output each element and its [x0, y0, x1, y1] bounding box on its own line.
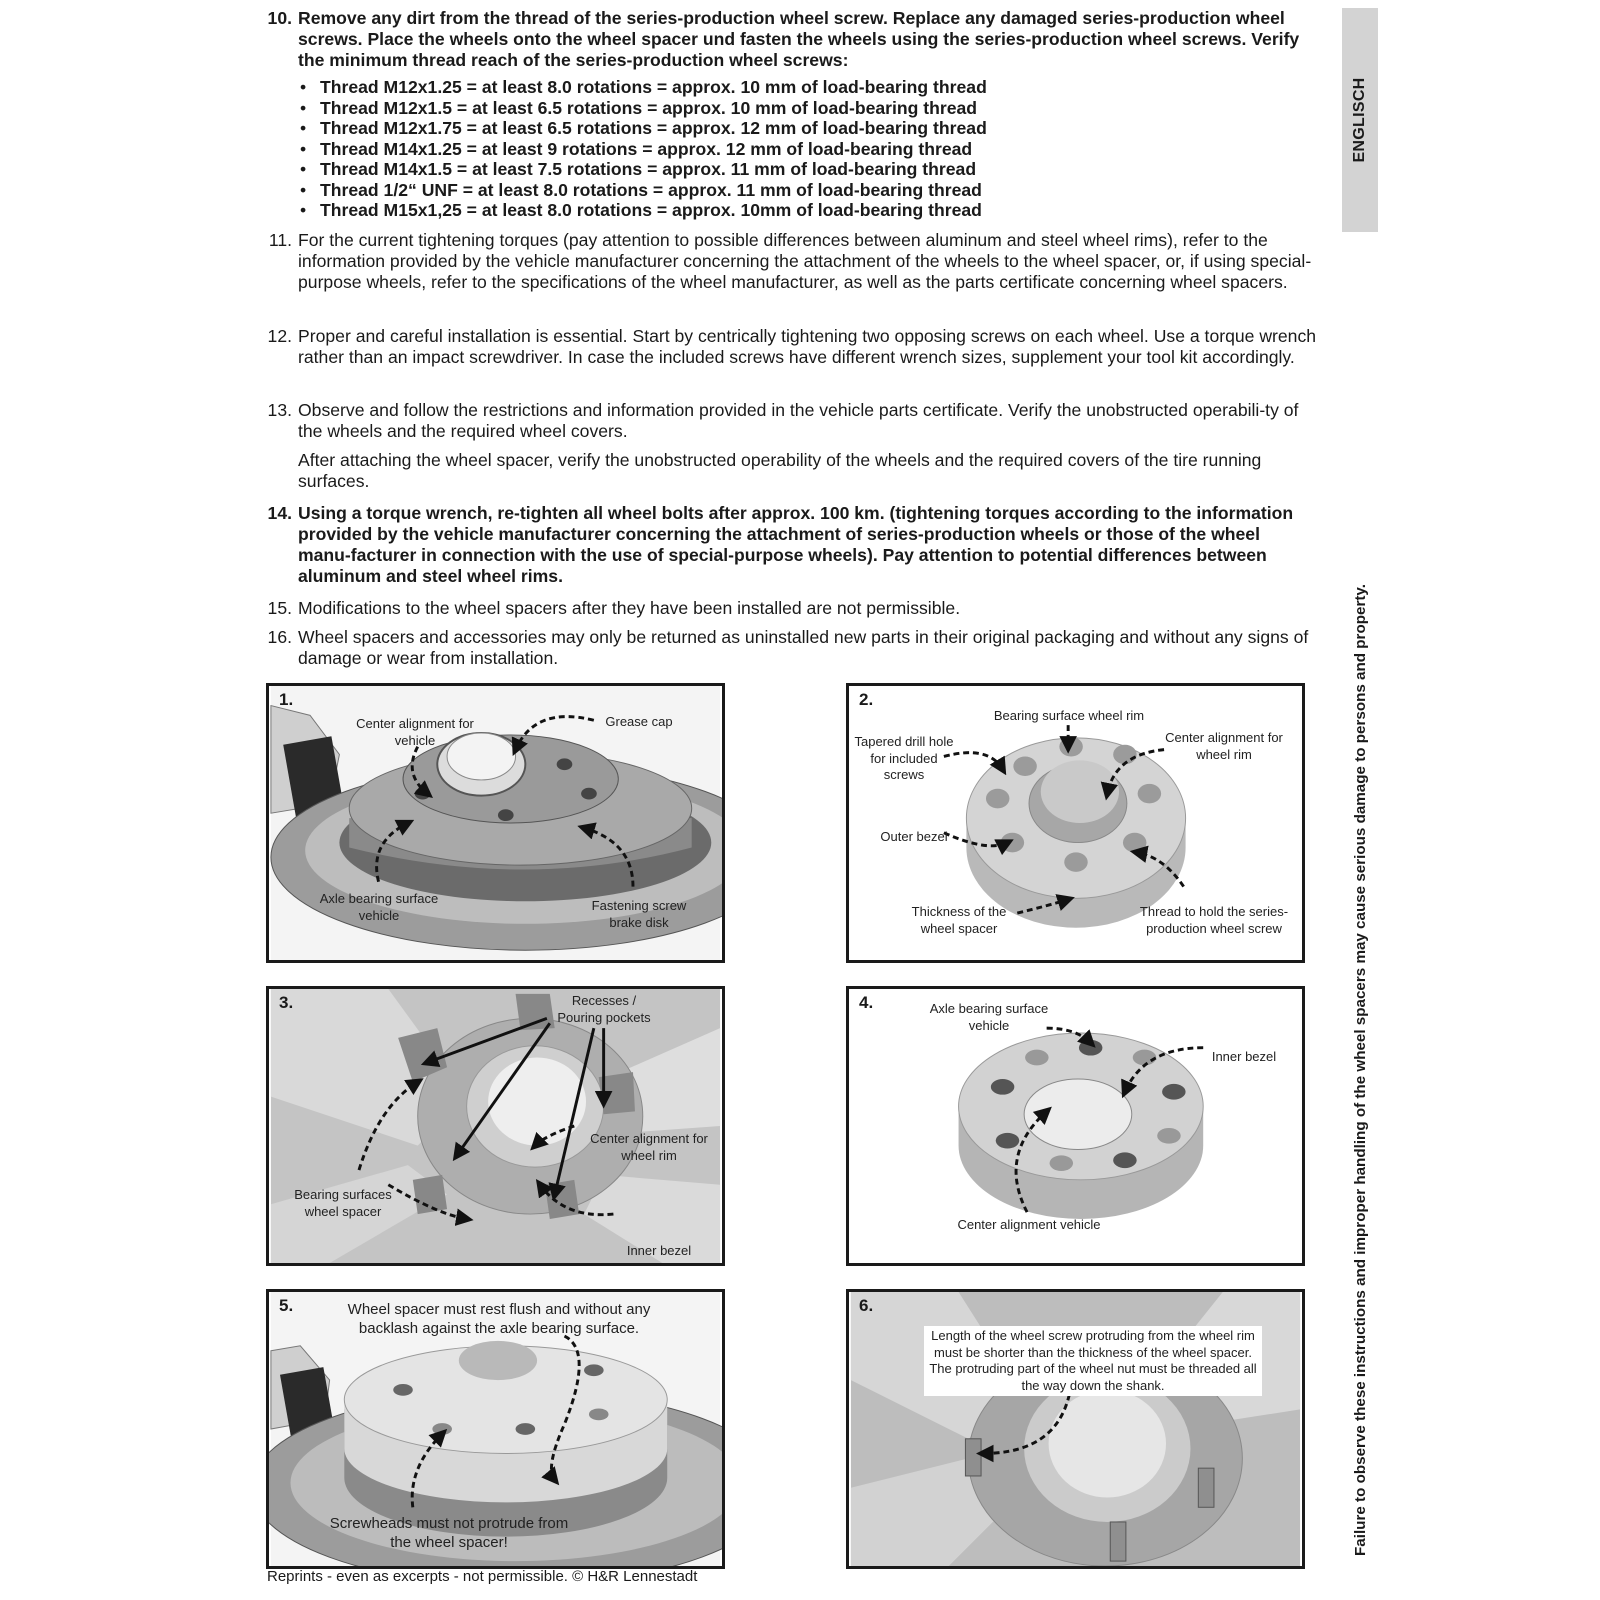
label-center-alignment: Center alignment for vehicle — [356, 716, 474, 748]
label-center-alignment: Center alignment vehicle — [957, 1217, 1101, 1232]
step-text: Using a torque wrench, re-tighten all wheel bolts after approx. 100 km. (tightening torques according to the information provided by the vehicle manufacturer concerning the attachment of series-production wheels or those of the wheel manu-facturer in connection with the use of special-purpose wheels). Pay attention to potential differences between aluminum and steel wheel rims. — [298, 503, 1294, 586]
step-text: Wheel spacers and accessories may only be returned as uninstalled new parts in their original packaging and without any signs of damage or wear from installation. — [298, 627, 1309, 668]
thread-item: • Thread M15x1,25 = at least 8.0 rotations = approx. 10mm of load-bearing thread — [298, 200, 1317, 221]
thread-item: • Thread M14x1.25 = at least 9 rotations = approx. 12 mm of load-bearing thread — [298, 139, 1317, 160]
figure-4 — [846, 986, 1305, 1266]
figure-1 — [266, 683, 725, 963]
figure-number: 2. — [859, 690, 874, 709]
figure-2 — [846, 683, 1305, 963]
label-grease-cap: Grease cap — [605, 714, 673, 729]
label-center-alignment: Center alignment for wheel rim — [1165, 730, 1283, 762]
label-axle-bearing: Axle bearing surface vehicle — [319, 891, 439, 923]
footer-copyright: Reprints - even as excerpts - not permissible. © H&R Lennestadt — [267, 1568, 698, 1585]
label-thread-hold: Thread to hold the series- production wheel screw — [1139, 904, 1289, 936]
step-text: For the current tightening torques (pay attention to possible differences between aluminum and steel wheel rims), refer to the information provided by the vehicle manufacturer concerning the attachment of the wheels to the wheel spacer, or, if using special-purpose wheels, refer to the specifications of the wheel manufacturer, as well as the parts certificate concerning wheel spacers. — [298, 230, 1312, 292]
step-14 — [262, 503, 1317, 587]
figure-number: 4. — [859, 993, 874, 1012]
label-center-alignment: Center alignment for wheel rim — [590, 1131, 708, 1163]
thread-item: • Thread 1/2“ UNF = at least 8.0 rotations = approx. 11 mm of load-bearing thread — [298, 180, 1317, 201]
label-recesses: Recesses / Pouring pockets — [557, 993, 651, 1025]
step-number: 14. — [267, 503, 292, 523]
figure-number: 5. — [279, 1296, 294, 1315]
figure-3-illustration — [269, 989, 722, 1263]
label-fastening-screw: Fastening screw brake disk — [591, 898, 687, 930]
label-thickness: Thickness of the wheel spacer — [911, 904, 1007, 936]
figure-5 — [266, 1289, 725, 1569]
label-outer-bezel: Outer bezel — [880, 829, 948, 844]
step-13 — [262, 400, 1317, 492]
figure-3 — [266, 986, 725, 1266]
step-11 — [262, 230, 1317, 293]
step-12 — [262, 326, 1317, 368]
thread-item: • Thread M12x1.75 = at least 6.5 rotations = approx. 12 mm of load-bearing thread — [298, 118, 1317, 139]
label-screwheads: Screwheads must not protrude from the wheel spacer! — [329, 1515, 569, 1551]
label-inner-bezel: Inner bezel — [626, 1243, 692, 1258]
label-screw-length: Length of the wheel screw protruding from the wheel rim must be shorter than the thickness of the wheel spacer. The protruding part of the wheel nut must be threaded all the way down the shank. — [924, 1326, 1262, 1396]
step-15 — [262, 598, 1317, 619]
step-number: 15. — [267, 598, 292, 618]
figure-number: 6. — [859, 1296, 874, 1315]
step-text: Modifications to the wheel spacers after they have been installed are not permissible. — [298, 598, 961, 618]
label-bearing-surface: Bearing surface wheel rim — [993, 708, 1145, 723]
label-inner-bezel: Inner bezel — [1211, 1049, 1277, 1064]
label-tapered-hole: Tapered drill hole for included screws — [854, 734, 954, 782]
figure-6 — [846, 1289, 1305, 1569]
label-bearing-surfaces: Bearing surfaces wheel spacer — [294, 1187, 392, 1219]
thread-item: • Thread M14x1.5 = at least 7.5 rotations = approx. 11 mm of load-bearing thread — [298, 159, 1317, 180]
step-text: Remove any dirt from the thread of the series-production wheel screw. Replace any damaged series-production wheel screws. Place the wheels onto the wheel spacer und fasten the wheels using the series-production wheel screws. Verify the minimum thread reach of the series-production wheel screws: — [298, 8, 1300, 70]
step-number: 10. — [267, 8, 292, 28]
thread-item: • Thread M12x1.5 = at least 6.5 rotations = approx. 10 mm of load-bearing thread — [298, 98, 1317, 119]
language-tab-label: ENGLISCH — [1351, 77, 1368, 163]
step-10 — [262, 8, 1317, 221]
thread-item: • Thread M12x1.25 = at least 8.0 rotations = approx. 10 mm of load-bearing thread — [298, 77, 1317, 98]
step-number: 13. — [267, 400, 292, 420]
language-tab — [1342, 8, 1378, 232]
figure-number: 1. — [279, 690, 294, 709]
step-number: 16. — [267, 627, 292, 647]
step-extra-text: After attaching the wheel spacer, verify the unobstructed operability of the wheels and the required covers of the tire running surfaces. — [298, 450, 1262, 491]
step-16 — [262, 627, 1317, 669]
step-text: Observe and follow the restrictions and information provided in the vehicle parts certificate. Verify the unobstructed operabili-ty of the wheels and the required wheel covers. — [298, 400, 1299, 441]
label-axle-bearing: Axle bearing surface vehicle — [929, 1001, 1049, 1033]
figure-number: 3. — [279, 993, 294, 1012]
side-warning-text: Failure to observe these instructions and improper handling of the wheel spacers may cause serious damage to persons and property. — [1352, 584, 1369, 1556]
step-number: 11. — [268, 230, 292, 250]
step-number: 12. — [267, 326, 292, 346]
thread-list — [298, 77, 1317, 221]
step-text: Proper and careful installation is essential. Start by centrically tightening two opposing screws on each wheel. Use a torque wrench rather than an impact screwdriver. In case the included screws have different wrench sizes, supplement your tool kit accordingly. — [298, 326, 1317, 367]
label-flush: Wheel spacer must rest flush and without any backlash against the axle bearing surface. — [347, 1301, 651, 1337]
